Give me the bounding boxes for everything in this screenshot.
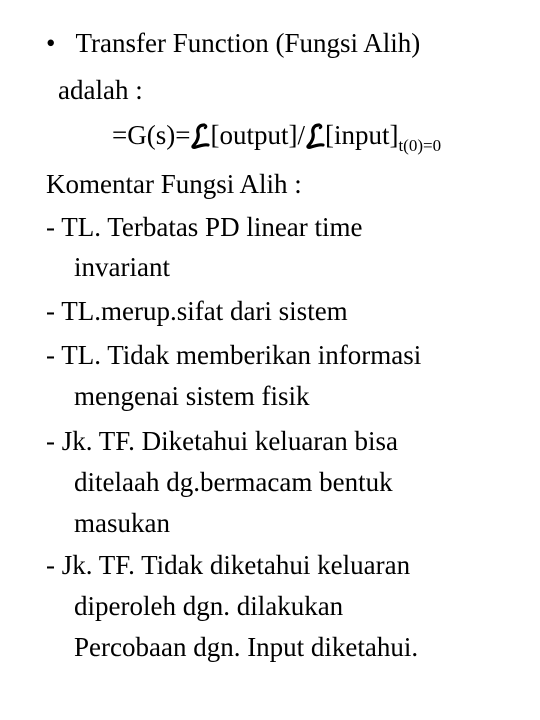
formula-output: [output]/ [210, 120, 305, 150]
formula-subscript: t(0)=0 [398, 136, 442, 155]
list-item-2-line-1: - TL.merup.sifat dari sistem [46, 296, 348, 326]
heading-line-1 [46, 30, 420, 57]
list-item-4-line-1: - Jk. TF. Diketahui keluaran bisa [46, 426, 399, 456]
list-item-1-line-2: invariant [74, 252, 170, 282]
list-item-4-line-2: ditelaah dg.bermacam bentuk [74, 467, 393, 497]
laplace-symbol-icon [305, 123, 325, 149]
list-item-4-line-3: masukan [74, 508, 170, 538]
formula-input: [input] [324, 120, 399, 150]
heading-text: Transfer Function (Fungsi Alih) [75, 28, 421, 58]
laplace-symbol-icon [190, 123, 210, 149]
heading-line-2: adalah : [58, 75, 143, 105]
comment-title: Komentar Fungsi Alih : [46, 169, 302, 199]
list-item-5-line-2: diperoleh dgn. dilakukan [74, 591, 344, 621]
formula-line [112, 120, 442, 155]
list-item-3-line-2: mengenai sistem fisik [74, 381, 310, 411]
list-item-5-line-1: - Jk. TF. Tidak diketahui keluaran [46, 550, 411, 580]
list-item-1-line-1: - TL. Terbatas PD linear time [46, 212, 363, 242]
bullet-dot: • [46, 28, 56, 58]
list-item-5-line-3: Percobaan dgn. Input diketahui. [74, 632, 419, 662]
formula-lhs: =G(s)= [112, 120, 191, 150]
list-item-3-line-1: - TL. Tidak memberikan informasi [46, 340, 422, 370]
